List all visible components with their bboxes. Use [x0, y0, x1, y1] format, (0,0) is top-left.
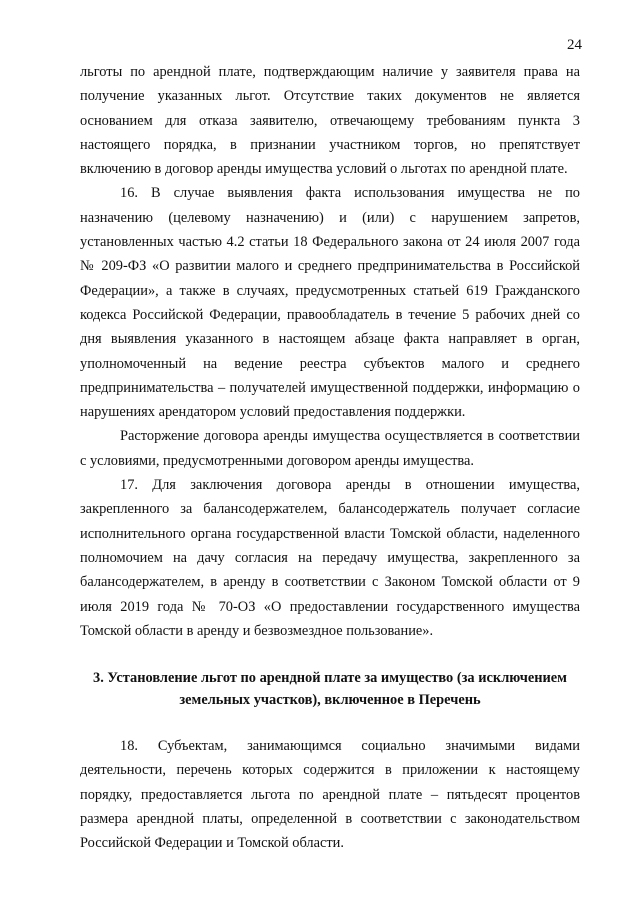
paragraph-continuation: льготы по арендной плате, подтверждающим наличие у заявителя права на получение указанных льгот. Отсутствие таких документов не является основанием для отказа заявителю, отвечающему требованиям пункта 3 настоящего порядка, в признании участником торгов, но препятствует включению в договор аренды имущества условий о льготах по арендной плате.	[80, 64, 580, 178]
document-body	[80, 60, 580, 856]
page-number: 24	[567, 37, 582, 53]
paragraph-termination: Расторжение договора аренды имущества осуществляется в соответствии с условиями, предусмотренными договором аренды имущества.	[80, 428, 580, 469]
section-heading: 3. Установление льгот по арендной плате за имущество (за исключением земельных участков), включенное в Перечень	[93, 670, 567, 709]
paragraph-16: 16. В случае выявления факта использования имущества не по назначению (целевому назначению) и (или) с нарушением запретов, установленных частью 4.2 статьи 18 Федерального закона от 24 июля 2007 года № 209-ФЗ «О развитии малого и среднего предпринимательства в Российской Федерации», а также в случаях, предусмотренных статьей 619 Гражданского кодекса Российской Федерации, правообладатель в течение 5 рабочих дней со дня выявления указанного в настоящем абзаце факта направляет в орган, уполномоченный на ведение реестра субъектов малого и среднего предпринимательства – получателей имущественной поддержки, информацию о нарушениях арендатором условий предоставления поддержки.	[80, 185, 580, 421]
paragraph-18: 18. Субъектам, занимающимся социально значимыми видами деятельности, перечень которых содержится в приложении к настоящему порядку, предоставляется льгота по арендной плате – пятьдесят процентов размера арендной платы, определенной в соответствии с законодательством Российской Федерации и Томской области.	[80, 738, 580, 852]
paragraph-17: 17. Для заключения договора аренды в отношении имущества, закрепленного за балансодержателем, балансодержатель получает согласие исполнительного органа государственной власти Томской области, наделенного полномочием на дачу согласия на передачу имущества, закрепленного за балансодержателем, в аренду в соответствии с Законом Томской области от 9 июля 2019 года № 70-ОЗ «О предоставлении государственного имущества Томской области в аренду и безвозмездное пользование».	[80, 477, 580, 639]
